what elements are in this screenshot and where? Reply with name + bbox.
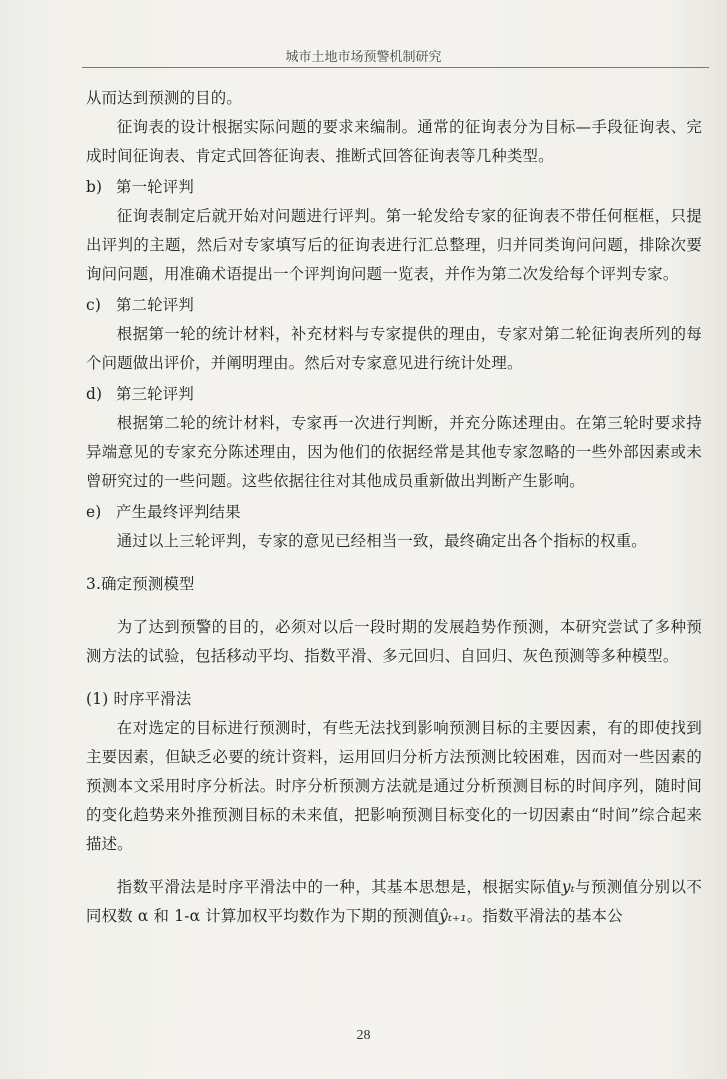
math-variable: yₜ (561, 878, 575, 896)
paragraph: 根据第二轮的统计材料，专家再一次进行判断，并充分陈述理由。在第三轮时要求持异端意见的专家充分陈述理由，因为他们的依据经常是其他专家忽略的一些外部因素或未曾研究过的一些问题。这些依据往往对其他成员重新做出判断产生影响。 (86, 414, 702, 490)
text-run: 指数平滑法是时序平滑法中的一种，其基本思想是，根据实际值 (116, 878, 562, 896)
header-rule (82, 67, 709, 68)
paragraph: 征询表的设计根据实际问题的要求来编制。通常的征询表分为目标—手段征询表、完成时间征询表、肯定式回答征询表、推断式回答征询表等几种类型。 (86, 118, 702, 165)
text-run: 。指数平滑法的基本公 (466, 907, 623, 925)
body-text (86, 84, 702, 931)
paragraph: 征询表制定后就开始对问题进行评判。第一轮发给专家的征询表不带任何框框，只提出评判的主题，然后对专家填写后的征询表进行汇总整理，归并同类询问问题，排除次要询问问题，用准确术语提出一个评判询问题一览表，并作为第二次发给每个评判专家。 (86, 207, 702, 283)
list-item-e (86, 498, 702, 527)
subsection-heading: (1) 时序平滑法 (86, 690, 192, 708)
list-item-title: 第三轮评判 (116, 385, 194, 403)
running-header: 城市土地市场预警机制研究 (285, 50, 442, 65)
list-marker: d) (86, 385, 103, 403)
paragraph: 在对选定的目标进行预测时，有些无法找到影响预测目标的主要因素，有的即使找到主要因素，但缺乏必要的统计资料，运用回归分析方法预测比较困难，因而对一些因素的预测本文采用时序分析法。时序分析预测方法就是通过分析预测目标的时间序列，随时间的变化趋势来外推预测目标的未来值，把影响预测目标变化的一切因素由“时间”综合起来描述。 (86, 719, 702, 853)
list-item-b (86, 173, 702, 202)
list-marker: e) (86, 503, 102, 521)
list-marker: b) (86, 178, 103, 196)
list-item-title: 第一轮评判 (116, 178, 194, 196)
paragraph (86, 873, 702, 931)
list-marker: c) (86, 296, 102, 314)
list-item-title: 产生最终评判结果 (116, 503, 241, 521)
paragraph: 通过以上三轮评判，专家的意见已经相当一致，最终确定出各个指标的权重。 (116, 532, 647, 550)
math-variable: ŷₜ₊₁ (439, 907, 467, 925)
list-item-c (86, 291, 702, 320)
section-heading: 3.确定预测模型 (86, 575, 195, 593)
list-item-title: 第二轮评判 (116, 296, 194, 314)
paragraph: 为了达到预警的目的，必须对以后一段时期的发展趋势作预测，本研究尝试了多种预测方法的试验，包括移动平均、指数平滑、多元回归、自回归、灰色预测等多种模型。 (86, 618, 702, 665)
list-item-d (86, 380, 702, 409)
paragraph: 根据第一轮的统计材料，补充材料与专家提供的理由，专家对第二轮征询表所列的每个问题做出评价，并阐明理由。然后对专家意见进行统计处理。 (86, 325, 702, 372)
paragraph: 从而达到预测的目的。 (86, 89, 242, 107)
page-number: 28 (356, 1028, 371, 1043)
text-run: 与预测值分别以不同权数 α 和 1-α 计算加权平均数作为下期的预测值 (86, 878, 702, 925)
